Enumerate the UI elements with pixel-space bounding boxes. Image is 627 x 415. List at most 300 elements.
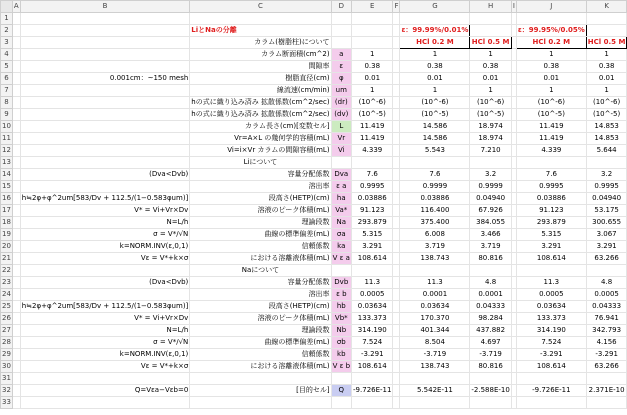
cell-a[interactable] <box>12 337 20 349</box>
row-number[interactable]: 27 <box>1 325 13 337</box>
cell-h[interactable]: 98.284 <box>470 313 511 325</box>
cell-d[interactable]: (dv) <box>331 109 351 121</box>
cell-c[interactable]: における溶離液体積(mL) <box>190 253 331 265</box>
row-number[interactable]: 23 <box>1 277 13 289</box>
cell-f[interactable] <box>393 133 400 145</box>
cell-h[interactable]: 3.466 <box>470 229 511 241</box>
cell-g[interactable]: 138.743 <box>400 253 470 265</box>
cell-d[interactable] <box>331 13 351 25</box>
cell-d[interactable]: ε b <box>331 289 351 301</box>
row-number[interactable]: 28 <box>1 337 13 349</box>
cell-b[interactable] <box>20 121 190 133</box>
cell-f[interactable] <box>393 61 400 73</box>
cell-b[interactable]: N=L/h <box>20 325 190 337</box>
cell-e[interactable]: 4.339 <box>352 145 393 157</box>
cell-f[interactable] <box>393 205 400 217</box>
row-number[interactable]: 11 <box>1 133 13 145</box>
cell-g[interactable]: 401.344 <box>400 325 470 337</box>
cell-a[interactable] <box>12 397 20 409</box>
cell-g[interactable]: 11.3 <box>400 277 470 289</box>
cell-f[interactable] <box>393 145 400 157</box>
cell-h[interactable]: 7.210 <box>470 145 511 157</box>
cell-f[interactable] <box>393 337 400 349</box>
cell-e[interactable]: 0.03634 <box>352 301 393 313</box>
cell-g[interactable]: 0.0001 <box>400 289 470 301</box>
cell-e[interactable]: -3.291 <box>352 349 393 361</box>
cell-e[interactable]: 0.0005 <box>352 289 393 301</box>
cell-g[interactable] <box>400 397 470 409</box>
cell-g[interactable]: 1 <box>400 85 470 97</box>
cell-k[interactable] <box>586 157 627 169</box>
cell-c[interactable] <box>190 373 331 385</box>
cell-e[interactable]: 11.419 <box>352 133 393 145</box>
cell-f[interactable] <box>393 85 400 97</box>
cell-a[interactable] <box>12 49 20 61</box>
cell-e[interactable] <box>352 25 393 37</box>
cell-j[interactable] <box>516 265 586 277</box>
cell-k[interactable]: (10^-5) <box>586 109 627 121</box>
cell-k[interactable] <box>586 373 627 385</box>
row-number[interactable]: 9 <box>1 109 13 121</box>
cell-c[interactable]: 溶液のピーク体積(mL) <box>190 205 331 217</box>
cell-h[interactable]: 80.816 <box>470 253 511 265</box>
row-number[interactable]: 20 <box>1 241 13 253</box>
cell-h[interactable]: 437.882 <box>470 325 511 337</box>
cell-f[interactable] <box>393 253 400 265</box>
select-all-corner[interactable] <box>1 1 13 13</box>
cell-b[interactable] <box>20 109 190 121</box>
cell-d[interactable]: hb <box>331 301 351 313</box>
cell-d[interactable]: ε a <box>331 181 351 193</box>
cell-k[interactable]: 76.941 <box>586 313 627 325</box>
cell-f[interactable] <box>393 121 400 133</box>
cell-g[interactable]: (10^-6) <box>400 97 470 109</box>
cell-b[interactable] <box>20 97 190 109</box>
cell-j[interactable]: 7.6 <box>516 169 586 181</box>
cell-f[interactable] <box>393 229 400 241</box>
cell-a[interactable] <box>12 13 20 25</box>
column-header[interactable]: F <box>393 1 400 13</box>
cell-k[interactable]: 0.04333 <box>586 301 627 313</box>
cell-g[interactable] <box>400 157 470 169</box>
cell-d[interactable] <box>331 265 351 277</box>
cell-k[interactable]: 4.8 <box>586 277 627 289</box>
cell-h[interactable]: (10^-5) <box>470 109 511 121</box>
cell-k[interactable]: 0.04940 <box>586 193 627 205</box>
cell-d[interactable] <box>331 37 351 49</box>
row-number[interactable]: 2 <box>1 25 13 37</box>
cell-f[interactable] <box>393 109 400 121</box>
cell-k[interactable] <box>586 397 627 409</box>
cell-d[interactable]: Va* <box>331 205 351 217</box>
cell-c[interactable]: カラム(樹脂柱)について <box>190 37 331 49</box>
column-header[interactable]: E <box>352 1 393 13</box>
cell-j[interactable]: -9.726E-11 <box>516 385 586 397</box>
cell-d[interactable] <box>331 373 351 385</box>
cell-k[interactable]: 14.853 <box>586 133 627 145</box>
cell-a[interactable] <box>12 37 20 49</box>
cell-j[interactable]: 91.123 <box>516 205 586 217</box>
cell-j[interactable]: 0.03634 <box>516 301 586 313</box>
cell-k[interactable]: 1 <box>586 49 627 61</box>
cell-d[interactable]: kb <box>331 349 351 361</box>
cell-b[interactable] <box>20 85 190 97</box>
cell-j[interactable] <box>516 397 586 409</box>
cell-b[interactable]: Q=Vεa−Vεb=0 <box>20 385 190 397</box>
row-number[interactable]: 7 <box>1 85 13 97</box>
cell-g[interactable]: 5.542E-11 <box>400 385 470 397</box>
cell-k[interactable]: 63.266 <box>586 253 627 265</box>
cell-k[interactable]: 4.156 <box>586 337 627 349</box>
cell-k[interactable]: 342.793 <box>586 325 627 337</box>
cell-d[interactable]: L <box>331 121 351 133</box>
row-number[interactable]: 22 <box>1 265 13 277</box>
cell-a[interactable] <box>12 217 20 229</box>
cell-g[interactable]: 1 <box>400 49 470 61</box>
row-number[interactable]: 29 <box>1 349 13 361</box>
cell-c[interactable]: 信頼係数 <box>190 349 331 361</box>
cell-a[interactable] <box>12 25 20 37</box>
cell-a[interactable] <box>12 289 20 301</box>
cell-j[interactable]: 7.524 <box>516 337 586 349</box>
cell-g[interactable]: 14.586 <box>400 133 470 145</box>
cell-c[interactable]: における溶離液体積(mL) <box>190 361 331 373</box>
cell-e[interactable]: 7.524 <box>352 337 393 349</box>
cell-d[interactable]: um <box>331 85 351 97</box>
cell-a[interactable] <box>12 385 20 397</box>
cell-j[interactable] <box>516 13 586 25</box>
cell-d[interactable]: a <box>331 49 351 61</box>
cell-h[interactable]: 0.04940 <box>470 193 511 205</box>
row-number[interactable]: 32 <box>1 385 13 397</box>
cell-c[interactable]: LiとNaの分離 <box>190 25 331 37</box>
cell-b[interactable]: σ = V*/√N <box>20 337 190 349</box>
cell-h[interactable] <box>470 373 511 385</box>
cell-f[interactable] <box>393 361 400 373</box>
column-header[interactable]: J <box>516 1 586 13</box>
cell-k[interactable]: 3.291 <box>586 241 627 253</box>
cell-f[interactable] <box>393 157 400 169</box>
cell-b[interactable]: h≒2φ+φ^2um[583/Dv + 112.5/(1−0.583φum)] <box>20 193 190 205</box>
cell-g[interactable]: 5.543 <box>400 145 470 157</box>
cell-k[interactable]: (10^-6) <box>586 97 627 109</box>
cell-a[interactable] <box>12 325 20 337</box>
cell-j[interactable]: 3.291 <box>516 241 586 253</box>
cell-e[interactable]: 1 <box>352 85 393 97</box>
cell-e[interactable]: 11.419 <box>352 121 393 133</box>
cell-f[interactable] <box>393 217 400 229</box>
row-number[interactable]: 21 <box>1 253 13 265</box>
cell-f[interactable] <box>393 193 400 205</box>
cell-h[interactable]: -3.719 <box>470 349 511 361</box>
row-number[interactable]: 14 <box>1 169 13 181</box>
row-number[interactable]: 26 <box>1 313 13 325</box>
cell-e[interactable]: 0.03886 <box>352 193 393 205</box>
cell-b[interactable]: h≒2φ+φ^2um[583/Dv + 112.5/(1−0.583φum)] <box>20 301 190 313</box>
cell-h[interactable]: 0.01 <box>470 73 511 85</box>
cell-h[interactable]: 3.2 <box>470 169 511 181</box>
cell-j[interactable]: 11.419 <box>516 133 586 145</box>
cell-b[interactable]: (Dva<Dvb) <box>20 277 190 289</box>
cell-g[interactable]: 116.400 <box>400 205 470 217</box>
cell-d[interactable]: ka <box>331 241 351 253</box>
cell-b[interactable] <box>20 373 190 385</box>
cell-c[interactable]: 曲線の標準偏差(mL) <box>190 337 331 349</box>
cell-f[interactable] <box>393 181 400 193</box>
cell-e[interactable]: (10^-6) <box>352 97 393 109</box>
cell-e[interactable]: 108.614 <box>352 361 393 373</box>
cell-e[interactable]: 1 <box>352 49 393 61</box>
cell-a[interactable] <box>12 109 20 121</box>
cell-k[interactable]: 5.644 <box>586 145 627 157</box>
cell-a[interactable] <box>12 85 20 97</box>
cell-h[interactable]: 1 <box>470 85 511 97</box>
cell-g[interactable]: 8.504 <box>400 337 470 349</box>
cell-c[interactable] <box>190 13 331 25</box>
cell-c[interactable]: 段高さ(HETP)(cm) <box>190 301 331 313</box>
cell-c[interactable]: 溶出率 <box>190 289 331 301</box>
cell-h[interactable]: 0.38 <box>470 61 511 73</box>
row-number[interactable]: 17 <box>1 205 13 217</box>
cell-j[interactable]: 1 <box>516 49 586 61</box>
row-number[interactable]: 6 <box>1 73 13 85</box>
cell-a[interactable] <box>12 229 20 241</box>
cell-k[interactable]: 3.2 <box>586 169 627 181</box>
cell-g[interactable]: 0.03886 <box>400 193 470 205</box>
cell-h[interactable] <box>470 13 511 25</box>
cell-d[interactable]: ha <box>331 193 351 205</box>
cell-j[interactable]: 314.190 <box>516 325 586 337</box>
cell-j[interactable]: HCl 0.2 M <box>516 37 586 49</box>
cell-b[interactable]: k=NORM.INV(ε,0,1) <box>20 241 190 253</box>
cell-j[interactable]: -3.291 <box>516 349 586 361</box>
column-header[interactable]: I <box>511 1 516 13</box>
cell-f[interactable] <box>393 277 400 289</box>
cell-f[interactable] <box>393 349 400 361</box>
cell-c[interactable]: hの式に織り込み済み 拡散係数(cm^2/sec) <box>190 109 331 121</box>
cell-k[interactable]: 0.38 <box>586 61 627 73</box>
cell-a[interactable] <box>12 205 20 217</box>
cell-a[interactable] <box>12 241 20 253</box>
cell-f[interactable] <box>393 25 400 37</box>
cell-g[interactable] <box>400 13 470 25</box>
cell-f[interactable] <box>393 13 400 25</box>
cell-g[interactable]: (10^-5) <box>400 109 470 121</box>
row-number[interactable]: 33 <box>1 397 13 409</box>
cell-g[interactable]: 0.03634 <box>400 301 470 313</box>
cell-e[interactable] <box>352 157 393 169</box>
cell-a[interactable] <box>12 73 20 85</box>
cell-c[interactable]: Naについて <box>190 265 331 277</box>
cell-k[interactable] <box>586 25 627 37</box>
cell-j[interactable]: ε：99.95%/0.05% <box>516 25 586 37</box>
cell-e[interactable]: 91.123 <box>352 205 393 217</box>
cell-d[interactable]: Vb* <box>331 313 351 325</box>
cell-b[interactable]: Vε = V*+k×σ <box>20 361 190 373</box>
cell-c[interactable]: カラム断面積(cm^2) <box>190 49 331 61</box>
cell-c[interactable]: 線流速(cm/min) <box>190 85 331 97</box>
cell-a[interactable] <box>12 145 20 157</box>
cell-j[interactable]: 108.614 <box>516 253 586 265</box>
cell-c[interactable]: 曲線の標準偏差(mL) <box>190 229 331 241</box>
cell-e[interactable]: 3.291 <box>352 241 393 253</box>
cell-d[interactable] <box>331 25 351 37</box>
cell-b[interactable] <box>20 13 190 25</box>
cell-g[interactable]: 0.38 <box>400 61 470 73</box>
cell-b[interactable]: Vε = V*+k×σ <box>20 253 190 265</box>
cell-h[interactable]: 18.974 <box>470 133 511 145</box>
cell-f[interactable] <box>393 97 400 109</box>
cell-d[interactable]: (dr) <box>331 97 351 109</box>
cell-d[interactable]: Na <box>331 217 351 229</box>
cell-j[interactable]: 133.373 <box>516 313 586 325</box>
cell-j[interactable]: 5.315 <box>516 229 586 241</box>
cell-h[interactable] <box>470 157 511 169</box>
cell-j[interactable]: (10^-5) <box>516 109 586 121</box>
row-number[interactable]: 30 <box>1 361 13 373</box>
cell-j[interactable]: 293.879 <box>516 217 586 229</box>
row-number[interactable]: 12 <box>1 145 13 157</box>
cell-a[interactable] <box>12 373 20 385</box>
cell-g[interactable]: 375.400 <box>400 217 470 229</box>
column-header[interactable]: C <box>190 1 331 13</box>
cell-h[interactable]: 18.974 <box>470 121 511 133</box>
cell-b[interactable] <box>20 181 190 193</box>
cell-k[interactable]: 0.0005 <box>586 289 627 301</box>
cell-g[interactable]: 6.008 <box>400 229 470 241</box>
cell-f[interactable] <box>393 169 400 181</box>
cell-d[interactable]: Dvb <box>331 277 351 289</box>
cell-b[interactable] <box>20 25 190 37</box>
cell-b[interactable] <box>20 49 190 61</box>
cell-f[interactable] <box>393 265 400 277</box>
cell-a[interactable] <box>12 313 20 325</box>
cell-g[interactable] <box>400 265 470 277</box>
cell-a[interactable] <box>12 301 20 313</box>
cell-k[interactable]: 1 <box>586 85 627 97</box>
cell-k[interactable]: -3.291 <box>586 349 627 361</box>
cell-k[interactable]: HCl 0.5 M <box>586 37 627 49</box>
cell-f[interactable] <box>393 325 400 337</box>
cell-e[interactable] <box>352 397 393 409</box>
cell-e[interactable]: -9.726E-11 <box>352 385 393 397</box>
row-number[interactable]: 4 <box>1 49 13 61</box>
row-number[interactable]: 18 <box>1 217 13 229</box>
cell-d[interactable]: φ <box>331 73 351 85</box>
cell-b[interactable]: σ = V*/√N <box>20 229 190 241</box>
row-number[interactable]: 31 <box>1 373 13 385</box>
cell-e[interactable] <box>352 265 393 277</box>
cell-b[interactable] <box>20 133 190 145</box>
cell-f[interactable] <box>393 289 400 301</box>
cell-e[interactable]: 5.315 <box>352 229 393 241</box>
row-number[interactable]: 10 <box>1 121 13 133</box>
cell-c[interactable]: 溶出率 <box>190 181 331 193</box>
cell-f[interactable] <box>393 373 400 385</box>
cell-a[interactable] <box>12 265 20 277</box>
cell-g[interactable]: 138.743 <box>400 361 470 373</box>
cell-c[interactable]: Liについて <box>190 157 331 169</box>
cell-b[interactable]: N=L/h <box>20 217 190 229</box>
cell-c[interactable]: 樹脂直径(cm) <box>190 73 331 85</box>
cell-k[interactable] <box>586 265 627 277</box>
cell-c[interactable] <box>190 397 331 409</box>
cell-a[interactable] <box>12 169 20 181</box>
cell-c[interactable]: 容量分配係数 <box>190 277 331 289</box>
cell-j[interactable]: 108.614 <box>516 361 586 373</box>
cell-a[interactable] <box>12 121 20 133</box>
cell-d[interactable]: Vi <box>331 145 351 157</box>
cell-k[interactable]: 53.175 <box>586 205 627 217</box>
cell-b[interactable]: (Dva<Dvb) <box>20 169 190 181</box>
cell-d[interactable]: σa <box>331 229 351 241</box>
cell-g[interactable]: 0.01 <box>400 73 470 85</box>
column-header[interactable]: G <box>400 1 470 13</box>
cell-b[interactable] <box>20 265 190 277</box>
cell-b[interactable]: 0.001cm：~150 mesh <box>20 73 190 85</box>
cell-h[interactable]: 384.055 <box>470 217 511 229</box>
cell-e[interactable] <box>352 13 393 25</box>
cell-j[interactable]: 0.03886 <box>516 193 586 205</box>
cell-k[interactable]: 63.266 <box>586 361 627 373</box>
cell-c[interactable]: 間隙率 <box>190 61 331 73</box>
cell-g[interactable]: 170.370 <box>400 313 470 325</box>
row-number[interactable]: 24 <box>1 289 13 301</box>
cell-e[interactable]: 11.3 <box>352 277 393 289</box>
cell-d[interactable]: Q <box>331 385 351 397</box>
cell-h[interactable]: 0.04333 <box>470 301 511 313</box>
cell-h[interactable]: HCl 0.5 M <box>470 37 511 49</box>
cell-h[interactable]: 67.926 <box>470 205 511 217</box>
row-number[interactable]: 8 <box>1 97 13 109</box>
cell-h[interactable]: 0.9999 <box>470 181 511 193</box>
column-header[interactable]: D <box>331 1 351 13</box>
cell-h[interactable]: 80.816 <box>470 361 511 373</box>
cell-a[interactable] <box>12 349 20 361</box>
cell-c[interactable]: 溶液のピーク体積(mL) <box>190 313 331 325</box>
cell-h[interactable]: 4.8 <box>470 277 511 289</box>
cell-g[interactable]: HCl 0.2 M <box>400 37 470 49</box>
cell-b[interactable] <box>20 157 190 169</box>
cell-h[interactable] <box>470 25 511 37</box>
cell-j[interactable]: 0.38 <box>516 61 586 73</box>
cell-f[interactable] <box>393 397 400 409</box>
cell-d[interactable] <box>331 157 351 169</box>
column-header[interactable]: B <box>20 1 190 13</box>
cell-k[interactable]: 300.655 <box>586 217 627 229</box>
cell-g[interactable]: 14.586 <box>400 121 470 133</box>
cell-e[interactable]: 293.879 <box>352 217 393 229</box>
cell-a[interactable] <box>12 193 20 205</box>
cell-h[interactable] <box>470 265 511 277</box>
cell-a[interactable] <box>12 277 20 289</box>
cell-f[interactable] <box>393 37 400 49</box>
cell-j[interactable]: 11.419 <box>516 121 586 133</box>
cell-f[interactable] <box>393 313 400 325</box>
cell-g[interactable]: 3.719 <box>400 241 470 253</box>
cell-e[interactable]: 0.9995 <box>352 181 393 193</box>
cell-j[interactable]: (10^-6) <box>516 97 586 109</box>
cell-e[interactable]: 314.190 <box>352 325 393 337</box>
row-number[interactable]: 13 <box>1 157 13 169</box>
column-header[interactable]: A <box>12 1 20 13</box>
cell-b[interactable] <box>20 397 190 409</box>
cell-k[interactable]: 3.067 <box>586 229 627 241</box>
cell-c[interactable]: [目的セル] <box>190 385 331 397</box>
cell-d[interactable]: Nb <box>331 325 351 337</box>
cell-a[interactable] <box>12 133 20 145</box>
cell-j[interactable]: 4.339 <box>516 145 586 157</box>
